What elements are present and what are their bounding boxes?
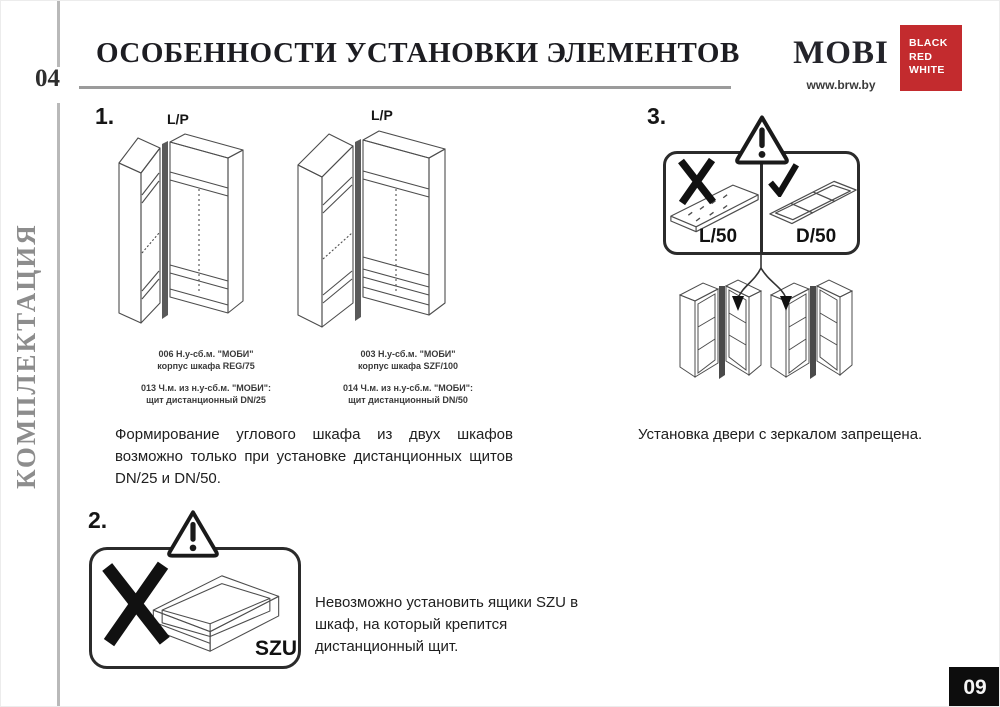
orientation-label-right: L/P xyxy=(371,107,393,123)
badge-line-2: RED xyxy=(909,50,933,63)
corner-wardrobe-reg75-drawing xyxy=(113,123,263,351)
caption-right-line-4: щит дистанционный DN/50 xyxy=(348,395,468,405)
page-number: 09 xyxy=(963,675,987,699)
caption-left-line-2: корпус шкафа REG/75 xyxy=(157,361,255,371)
section-1-number: 1. xyxy=(95,103,115,129)
caption-right-line-1: 003 Н.у-сб.м. "МОБИ" xyxy=(360,349,456,359)
caption-left xyxy=(99,348,313,416)
corner-wardrobe-szf100-drawing xyxy=(293,119,471,357)
sidebar-rule-top xyxy=(57,1,60,67)
section-3-note: Установка двери с зеркалом запрещена. xyxy=(638,426,923,443)
caption-right-line-2: корпус шкафа SZF/100 xyxy=(357,361,458,371)
warning-triangle-icon xyxy=(167,506,219,562)
page-title: ОСОБЕННОСТИ УСТАНОВКИ ЭЛЕМЕНТОВ xyxy=(96,37,740,69)
brand-logo: MOBI xyxy=(793,35,889,71)
page-number-badge xyxy=(949,667,1000,707)
ok-panel-label: D/50 xyxy=(796,226,837,247)
caption-left-line-1: 006 Н.у-сб.м. "МОБИ" xyxy=(158,349,254,359)
brand-website: www.brw.by xyxy=(806,78,876,92)
badge-line-3: WHITE xyxy=(909,64,945,76)
caption-right xyxy=(301,348,515,416)
badge-line-1: BLACK xyxy=(909,37,948,49)
brand-badge xyxy=(900,25,962,91)
orientation-label-left: L/P xyxy=(167,111,189,127)
section-2-number: 2. xyxy=(88,507,108,533)
section-2-note: Невозможно установить ящики SZU в шкаф, на который крепится дистанционный щит. xyxy=(315,594,579,655)
section-1-note: Формирование углового шкафа из двух шкафов возможно только при установке дистанционных щитов DN/25 и DN/50. xyxy=(115,426,513,487)
caption-left-line-3: 013 Ч.м. из н.у-сб.м. "МОБИ": xyxy=(140,383,272,393)
caption-left-line-4: щит дистанционный DN/25 xyxy=(146,395,266,405)
title-underline xyxy=(79,86,731,89)
chapter-title-vertical: КОМПЛЕКТАЦИЯ xyxy=(11,223,41,489)
down-arrow-icon xyxy=(780,296,792,311)
wrong-panel-label: L/50 xyxy=(699,226,738,247)
sidebar-rule-bottom xyxy=(57,103,60,707)
section-3-number: 3. xyxy=(647,103,667,129)
warning-triangle-icon xyxy=(735,111,789,169)
chapter-number: 04 xyxy=(35,65,60,92)
cross-icon xyxy=(100,554,172,652)
down-arrow-icon xyxy=(732,296,744,311)
caption-right-line-3: 014 Ч.м. из н.у-сб.м. "МОБИ": xyxy=(342,383,474,393)
cross-icon xyxy=(674,156,720,206)
door-assignment-arrows xyxy=(651,254,871,316)
drawer-code-label: SZU xyxy=(255,637,297,660)
